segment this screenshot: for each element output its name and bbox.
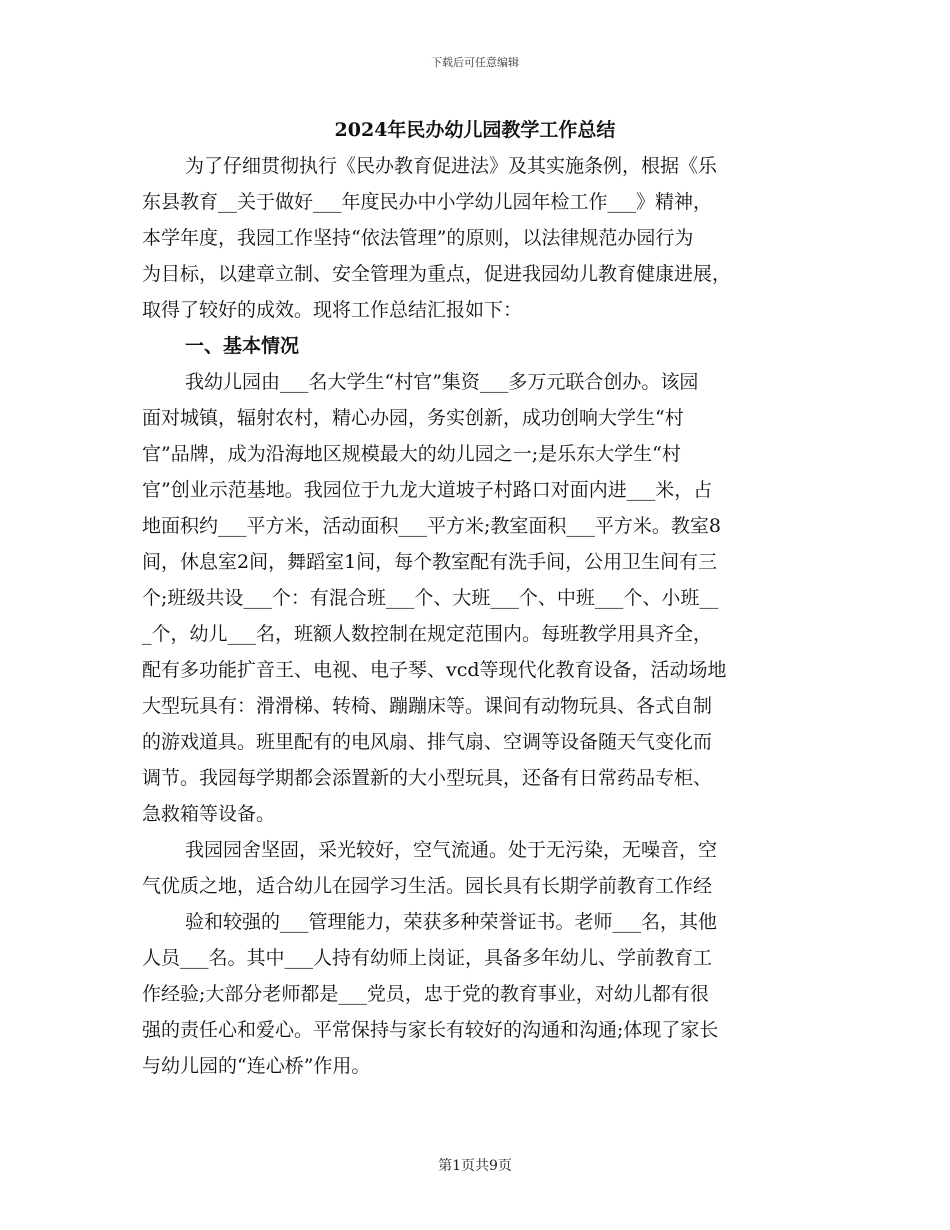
body-line: 强的责任心和爱心。平常保持与家长有较好的沟通和沟通;体现了家长 (142, 1019, 719, 1041)
section-heading: 一、基本情况 (185, 335, 300, 357)
body-line: 个;班级共设___个：有混合班___个、大班___个、中班___个、小班__ (142, 587, 719, 609)
body-line: 本学年度，我园工作坚持“依法管理”的原则，以法律规范办园行为 (142, 227, 694, 249)
body-line: 的游戏道具。班里配有的电风扇、排气扇、空调等设备随天气变化而 (142, 731, 713, 753)
body-line: 我幼儿园由___名大学生“村官”集资___多万元联合创办。该园 (185, 371, 699, 393)
body-line: 取得了较好的成效。现将工作总结汇报如下： (142, 299, 523, 321)
document-body (142, 148, 810, 1084)
body-line: 我园园舍坚固，采光较好，空气流通。处于无污染，无噪音，空 (185, 839, 718, 861)
body-line: 为目标，以建章立制、安全管理为重点，促进我园幼儿教育健康进展， (142, 263, 732, 285)
body-line: 大型玩具有：滑滑梯、转椅、蹦蹦床等。课间有动物玩具、各式自制 (142, 695, 713, 717)
body-line: _个，幼儿___名，班额人数控制在规定范围内。每班教学用具齐全， (142, 623, 713, 645)
body-line: 气优质之地，适合幼儿在园学习生活。园长具有长期学前教育工作经 (142, 875, 713, 897)
body-line: 人员___名。其中___人持有幼师上岗证，具备多年幼儿、学前教育工 (142, 947, 713, 969)
body-line: 面对城镇，辐射农村，精心办园，务实创新，成功创响大学生“村 (142, 407, 684, 429)
header-note: 下载后可任意编辑 (431, 56, 519, 69)
page-footer: 第1页共9页 (438, 1158, 512, 1174)
body-line: 官”创业示范基地。我园位于九龙大道坡子村路口对面内进___米，占 (142, 479, 713, 501)
body-line: 间，休息室2间，舞蹈室1间，每个教室配有洗手间，公用卫生间有三 (142, 551, 718, 573)
body-line: 官”品牌，成为沿海地区规模最大的幼儿园之一;是乐东大学生“村 (142, 443, 681, 465)
body-line: 急救箱等设备。 (142, 803, 276, 825)
body-line: 与幼儿园的“连心桥”作用。 (142, 1055, 371, 1077)
body-line: 为了仔细贯彻执行《民办教育促进法》及其实施条例，根据《乐 (185, 155, 718, 177)
body-line: 东县教育__关于做好___年度民办中小学幼儿园年检工作___》精神， (142, 191, 713, 213)
body-line: 地面积约___平方米，活动面积___平方米;教室面积___平方米。教室8 (142, 515, 721, 537)
body-line: 验和较强的___管理能力，荣获多种荣誉证书。老师___名，其他 (185, 911, 718, 933)
body-line: 调节。我园每学期都会添置新的大小型玩具，还备有日常药品专柜、 (142, 767, 713, 789)
body-line: 作经验;大部分老师都是___党员，忠于党的教育事业，对幼儿都有很 (142, 983, 709, 1005)
document-title: 2024年民办幼儿园教学工作总结 (334, 119, 616, 141)
body-line: 配有多功能扩音王、电视、电子琴、vcd等现代化教育设备，活动场地 (142, 659, 727, 681)
